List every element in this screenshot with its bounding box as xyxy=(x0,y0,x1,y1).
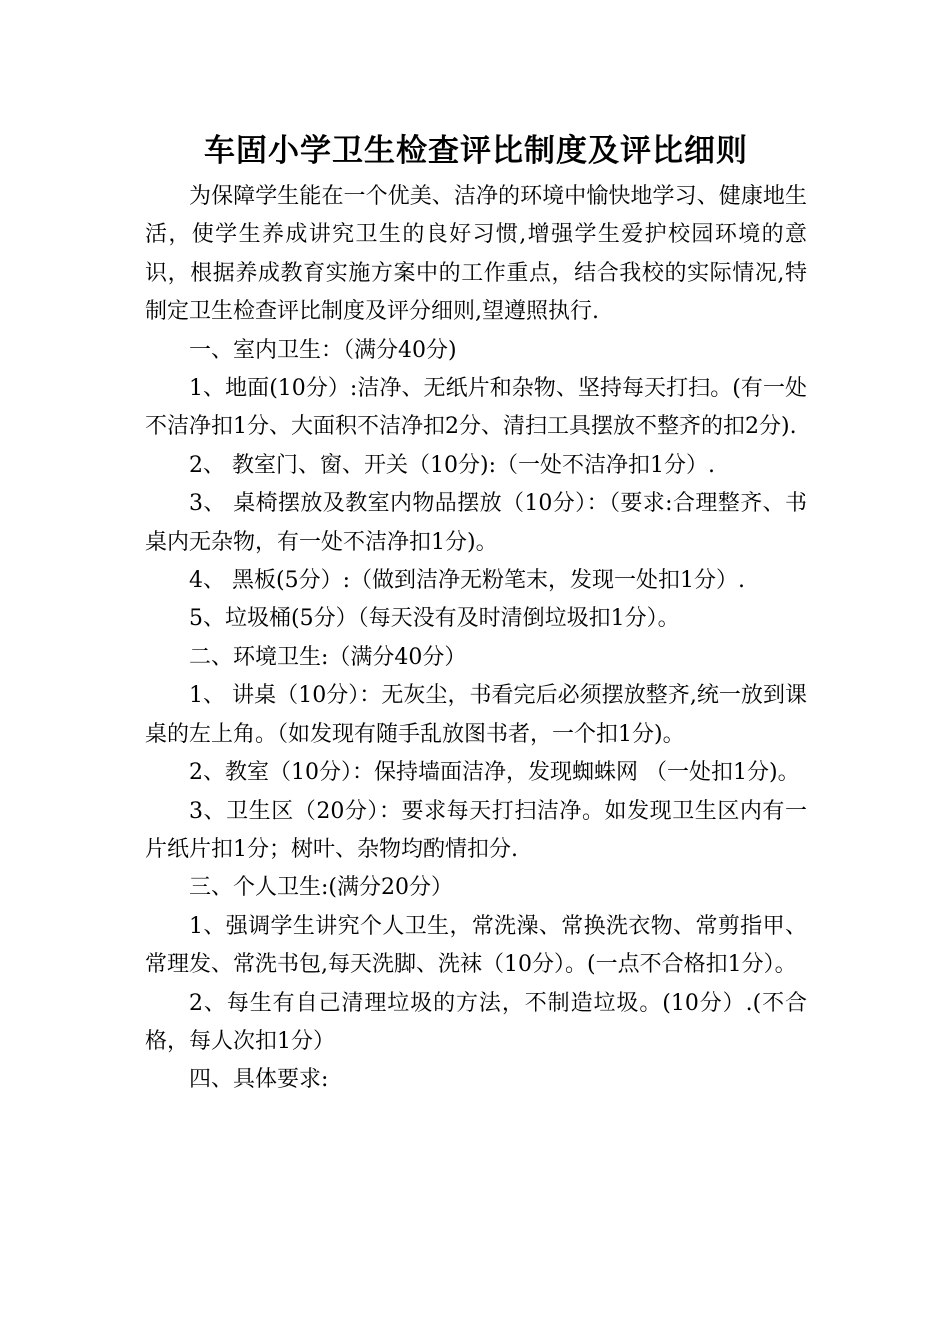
item-doors-windows: 2、 教室门、窗、开关（10分):（一处不洁净扣1分）. xyxy=(189,452,715,478)
section-heading-requirements: 四、具体要求: xyxy=(189,1067,329,1093)
item-personal-hygiene: 1、强调学生讲究个人卫生，常洗澡、常换洗衣物、常剪指甲、常理发、常洗书包,每天洗脚、洗袜（10分）。(一点不合格扣1分）。 xyxy=(145,913,807,978)
item-blackboard: 4、 黑板(5分）:（做到洁净无粉笔末，发现一处扣1分）. xyxy=(189,568,745,594)
section-heading-personal: 三、个人卫生:(满分20分） xyxy=(189,875,453,901)
item-floor: 1、地面(10分）:洁净、无纸片和杂物、坚持每天打扫。(有一处不洁净扣1分、大面积不洁净扣2分、清扫工具摆放不整齐的扣2分). xyxy=(145,376,807,440)
item-lectern: 1、 讲桌（10分）：无灰尘，书看完后必须摆放整齐,统一放到课桌的左上角。（如发现有随手乱放图书者，一个扣1分)。 xyxy=(145,683,807,747)
document-title: 车固小学卫生检查评比制度及评比细则 xyxy=(204,133,748,169)
item-no-littering: 2、每生有自己清理垃圾的方法，不制造垃圾。(10分）.(不合格，每人次扣1分） xyxy=(145,990,807,1054)
item-trash-bin: 5、垃圾桶(5分）（每天没有及时清倒垃圾扣1分）。 xyxy=(189,606,680,632)
item-desks-chairs: 3、 桌椅摆放及教室内物品摆放（10分）：（要求:合理整齐、书桌内无杂物，有一处不洁净扣1分)。 xyxy=(145,491,807,555)
intro-paragraph: 为保障学生能在一个优美、洁净的环境中愉快地学习、健康地生活，使学生养成讲究卫生的良好习惯,增强学生爱护校园环境的意识，根据养成教育实施方案中的工作重点，结合我校的实际情况,特制定卫生检查评比制度及评分细则,望遵照执行. xyxy=(145,184,807,325)
item-hygiene-area: 3、卫生区（20分）：要求每天打扫洁净。如发现卫生区内有一片纸片扣1分；树叶、杂物均酌情扣分. xyxy=(145,798,807,862)
item-classroom: 2、教室（10分）：保持墙面洁净，发现蜘蛛网 （一处扣1分)。 xyxy=(189,760,800,786)
section-heading-environment: 二、环境卫生:（满分40分） xyxy=(189,644,467,670)
section-heading-indoor: 一、室内卫生：（满分40分) xyxy=(189,337,457,363)
document-page xyxy=(145,124,807,1100)
